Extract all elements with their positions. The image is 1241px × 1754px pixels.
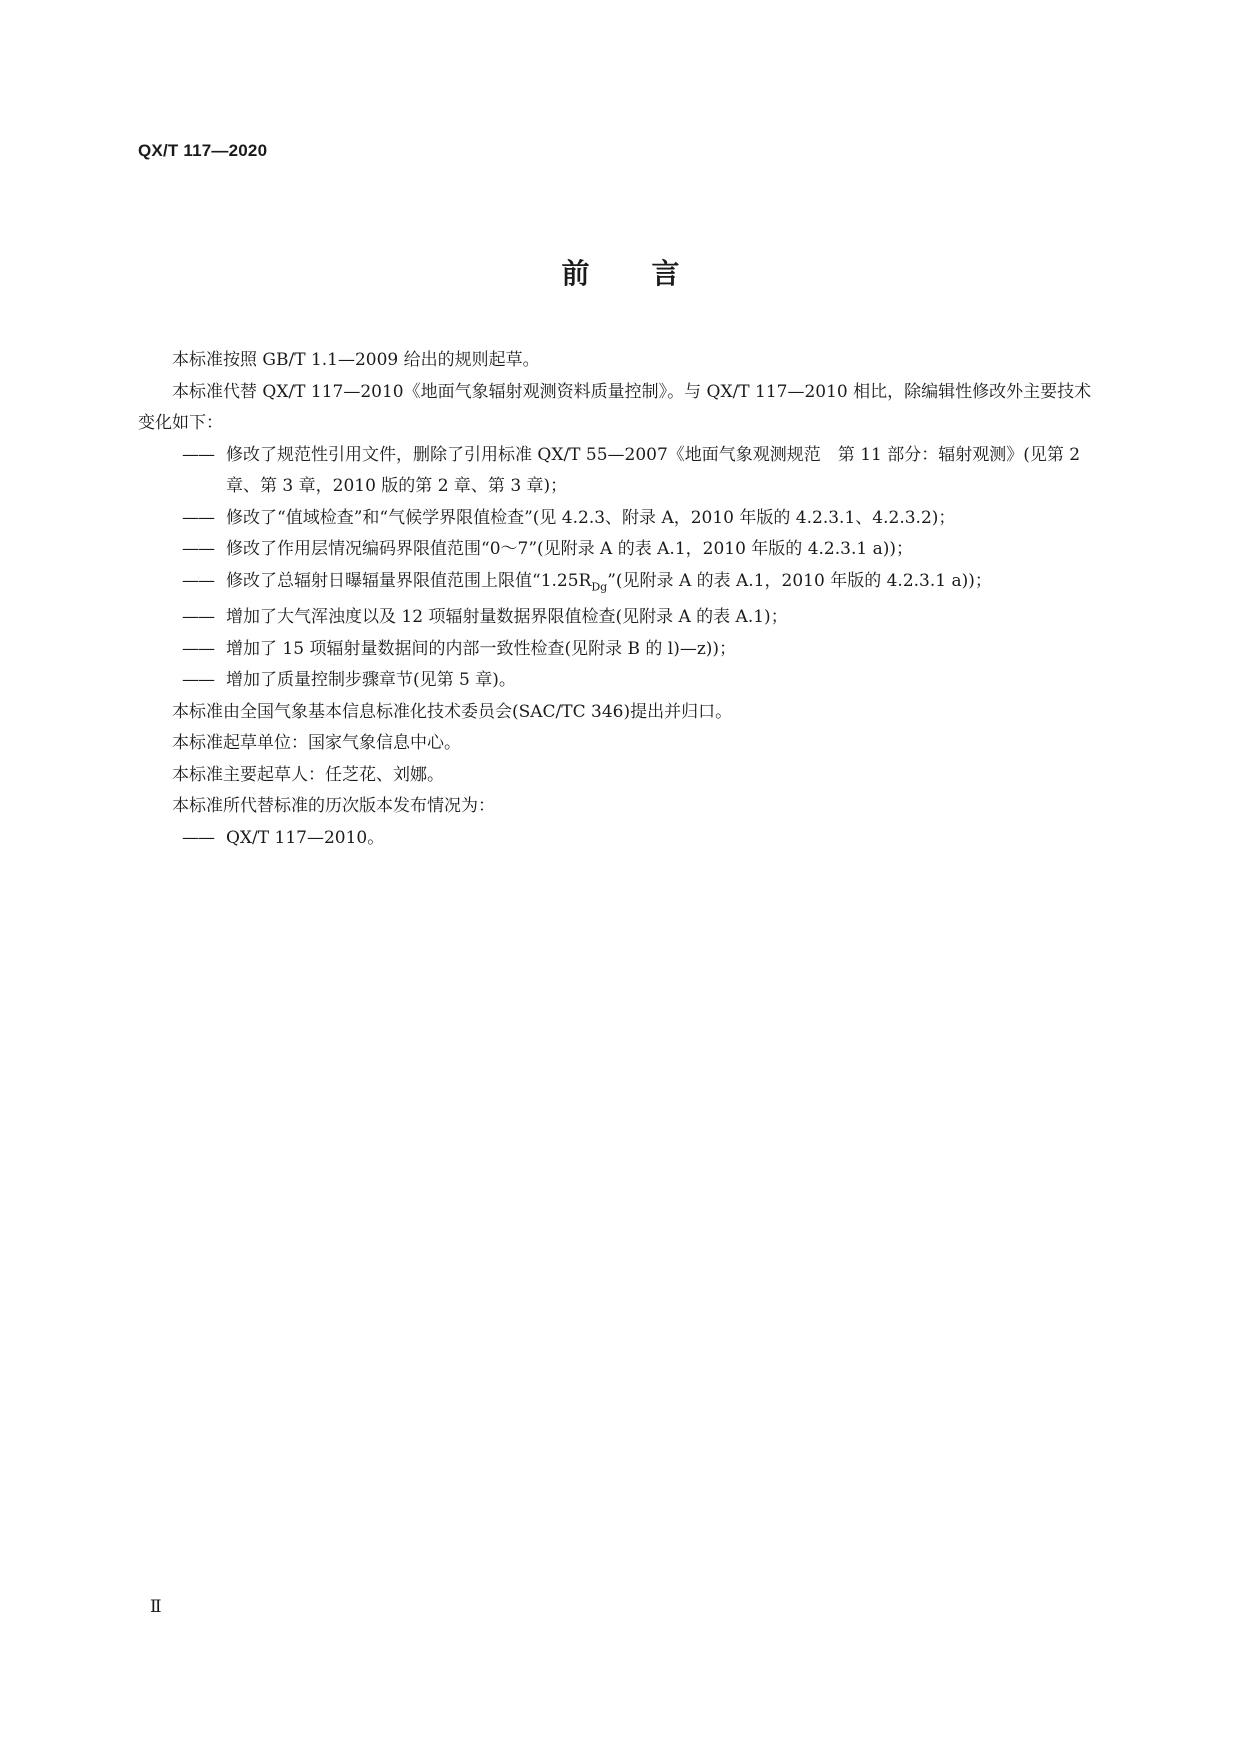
list-dash: —— <box>182 539 214 559</box>
list-item-text: 增加了大气浑浊度以及 12 项辐射量数据界限值检查(见附录 A 的表 A.1)； <box>226 607 788 628</box>
list-item-text: 修改了总辐射日曝辐量界限值范围上限值“1.25R <box>226 570 592 591</box>
list-dash: —— <box>182 638 214 659</box>
history-item-text: QX/T 117—2010。 <box>226 827 385 848</box>
paragraph-history-intro: 本标准所代替标准的历次版本发布情况为： <box>172 796 495 817</box>
page-number: Ⅱ <box>150 1597 162 1617</box>
subscript-dg: Dg <box>591 579 608 593</box>
list-dash: —— <box>182 507 214 528</box>
list-dash: —— <box>182 827 214 848</box>
paragraph-drafting-rules: 本标准按照 GB/T 1.1—2009 给出的规则起草。 <box>172 350 540 370</box>
list-item <box>138 503 1102 535</box>
paragraph-drafters: 本标准主要起草人：任芝花、刘娜。 <box>172 764 444 785</box>
list-item-text: 修改了“值域检查”和“气候学界限值检查”(见 4.2.3、附录 A，2010 年版的 4.2.3.1、4.2.3.2)； <box>226 507 956 528</box>
list-dash: —— <box>182 444 214 465</box>
list-item <box>138 665 1102 697</box>
list-item-text: 增加了质量控制步骤章节(见第 5 章)。 <box>226 670 516 691</box>
list-item-text-tail: ”(见附录 A 的表 A.1，2010 年版的 4.2.3.1 a))； <box>607 570 992 591</box>
paragraph-proposer: 本标准由全国气象基本信息标准化技术委员会(SAC/TC 346)提出并归口。 <box>172 701 733 722</box>
list-dash: —— <box>182 670 214 691</box>
list-dash: —— <box>182 570 214 591</box>
list-item <box>138 566 1102 603</box>
standard-code-header: QX/T 117—2020 <box>138 141 268 160</box>
history-item <box>138 823 1102 855</box>
list-item-text: 增加了 15 项辐射量数据间的内部一致性检查(见附录 B 的 l)—z))； <box>226 638 737 659</box>
paragraph-replacement: 本标准代替 QX/T 117—2010《地面气象辐射观测资料质量控制》。与 QX/T 117—2010 相比，除编辑性修改外主要技术变化如下： <box>138 381 1092 433</box>
foreword-body <box>138 345 1102 854</box>
paragraph-drafting-unit: 本标准起草单位：国家气象信息中心。 <box>172 733 461 754</box>
list-item-text: 修改了规范性引用文件，删除了引用标准 QX/T 55—2007《地面气象观测规范 第 11 部分：辐射观测》(见第 2 章、第 3 章，2010 版的第 2 章、第 3 章)； <box>226 444 1081 496</box>
list-item <box>138 634 1102 666</box>
list-item-text: 修改了作用层情况编码界限值范围“0～7”(见附录 A 的表 A.1，2010 年版的 4.2.3.1 a))； <box>226 539 913 559</box>
list-dash: —— <box>182 607 214 628</box>
page-title: 前言 <box>561 257 742 290</box>
list-item <box>138 534 1102 566</box>
list-item <box>138 440 1102 503</box>
list-item <box>138 602 1102 634</box>
